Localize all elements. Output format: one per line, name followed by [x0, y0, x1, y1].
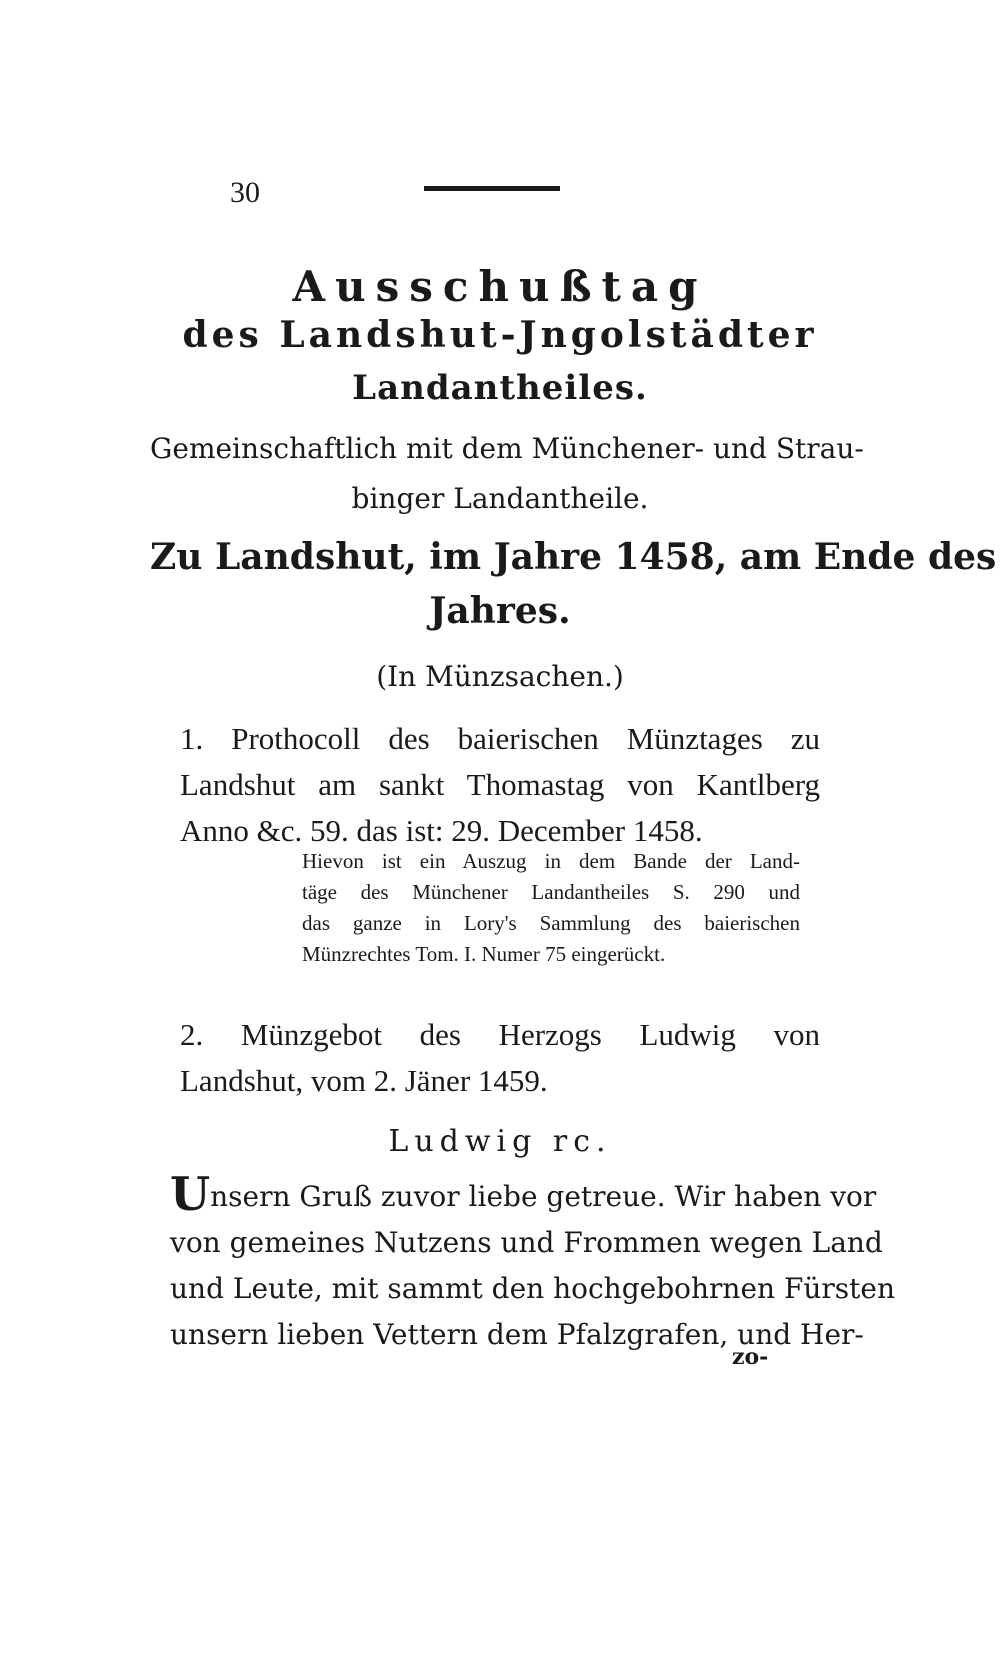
page-header: [230, 176, 630, 216]
entry-2-line-2: Landshut, vom 2. Jäner 1459.: [180, 1063, 548, 1098]
title-subtitle-2: Landantheiles.: [352, 368, 648, 408]
title-subtitle: des Landshut-Jngolstädter: [182, 314, 818, 356]
body-line-1-text: nsern Gruß zuvor liebe getreue. Wir haben vor: [210, 1180, 877, 1213]
description-line-1: Gemeinschaftlich mit dem Münchener- und Strau-: [150, 432, 864, 465]
catchword: zo-: [732, 1344, 769, 1370]
body-line-2: von gemeines Nutzens und Frommen wegen Land: [170, 1226, 883, 1259]
footnote-line-3: das ganze in Lory's Sammlung des baierischen: [302, 911, 800, 935]
footnote: [302, 846, 800, 970]
body-line-1: [170, 1167, 877, 1221]
body-text: [170, 1167, 896, 1358]
title-main: Ausschußtag: [292, 262, 708, 311]
signer-name: Ludwig rc.: [388, 1124, 612, 1159]
entry-1: [180, 716, 820, 854]
description-line-2: binger Landantheile.: [351, 482, 649, 515]
entry-1-line-3: Anno &c. 59. das ist: 29. December 1458.: [180, 813, 703, 848]
body-line-4: unsern lieben Vettern dem Pfalzgrafen, und Her-: [170, 1318, 864, 1351]
footnote-line-1: Hievon ist ein Auszug in dem Bande der Land-: [302, 849, 800, 873]
place-date-line-1: Zu Landshut, im Jahre 1458, am Ende des: [150, 536, 997, 578]
initial-letter: U: [170, 1167, 211, 1221]
entry-1-line-1: 1. Prothocoll des baierischen Münztages zu: [180, 721, 820, 756]
entry-1-line-2: Landshut am sankt Thomastag von Kantlberg: [180, 767, 820, 802]
footnote-line-2: täge des Münchener Landantheiles S. 290 und: [302, 880, 800, 904]
entry-2-line-1: 2. Münzgebot des Herzogs Ludwig von: [180, 1017, 820, 1052]
footnote-line-4: Münzrechtes Tom. I. Numer 75 eingerückt.: [302, 942, 666, 966]
archive-label: (In Münzsachen.): [376, 660, 624, 693]
body-line-3: und Leute, mit sammt den hochgebohrnen Fürsten: [170, 1272, 896, 1305]
page-number: 30: [230, 176, 260, 209]
place-date-line-2: Jahres.: [429, 590, 571, 632]
header-rule: [424, 186, 560, 191]
entry-2: [180, 1012, 820, 1104]
